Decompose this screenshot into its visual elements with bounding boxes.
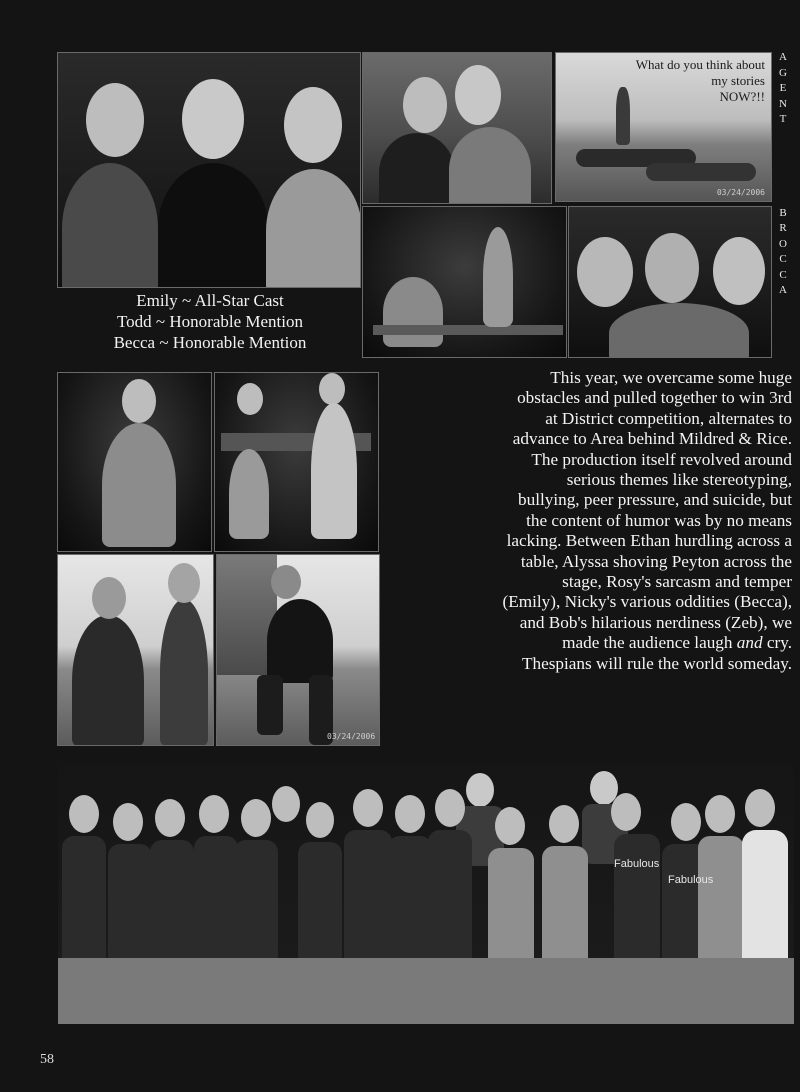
vertical-letter: A (779, 284, 787, 296)
story-line: made the audience laugh and cry. (562, 633, 792, 653)
photo-outdoor-group (555, 52, 772, 202)
photo-date-stamp: 03/24/2006 (716, 188, 765, 197)
caption-line: Becca ~ Honorable Mention (113, 333, 307, 352)
story-line: the content of humor was by no means (526, 510, 792, 530)
vertical-letter: C (779, 253, 787, 265)
photo-man-in-suit (57, 372, 212, 552)
photo-stage-scene (362, 206, 567, 358)
story-line: serious themes like stereotyping, (566, 470, 792, 490)
photo-award-winners (57, 52, 361, 288)
page-number: 58 (40, 1052, 54, 1067)
vertical-letter: T (779, 113, 787, 125)
vertical-letter: O (779, 237, 787, 250)
story-line: stage, Rosy's sarcasm and temper (562, 572, 792, 592)
vertical-letter: C (779, 268, 787, 281)
story-line: table, Alyssa shoving Peyton across the (520, 551, 792, 571)
photo-cast-group (58, 762, 794, 1024)
story-line: at District competition, alternates to (545, 408, 792, 428)
vertical-letter: B (779, 206, 787, 219)
shirt-text: Fabulous (614, 858, 660, 870)
vertical-letter: G (779, 66, 787, 79)
story-line: and Bob's hilarious nerdiness (Zeb), we (519, 612, 792, 632)
vertical-letter: N (779, 97, 787, 110)
photo-date-stamp: 03/24/2006 (327, 732, 376, 741)
vertical-letter: A (779, 51, 787, 63)
story-line: bullying, peer pressure, and suicide, but (518, 490, 792, 510)
vertical-letter: R (779, 222, 787, 234)
story-line: This year, we overcame some huge (550, 368, 792, 387)
vertical-letter: E (779, 82, 787, 94)
photo-three-girls (568, 206, 772, 358)
story-line: lacking. Between Ethan hurdling across a (506, 531, 792, 551)
photo-girls-outside (57, 554, 214, 746)
photo-table-scene (214, 372, 379, 552)
photo-two-girls (362, 52, 552, 204)
caption-line: Todd ~ Honorable Mention (116, 312, 303, 331)
story-line: Thespians will rule the world someday. (521, 653, 792, 673)
story-line: advance to Area behind Mildred & Rice. (512, 429, 792, 449)
story-line: The production itself revolved around (531, 449, 792, 469)
caption-line: Emily ~ All-Star Cast (136, 291, 284, 310)
awards-caption (60, 290, 360, 353)
story-line: obstacles and pulled together to win 3rd (517, 388, 792, 408)
photo-boy-jumping (216, 554, 380, 746)
vertical-title (776, 50, 790, 299)
shirt-text: Fabulous (668, 874, 714, 886)
story-text (384, 368, 792, 674)
photo-quote: What do you think about my stories NOW?!! (635, 57, 765, 104)
story-line: (Emily), Nicky's various oddities (Becca), (502, 592, 792, 612)
cast-group-figures (58, 762, 794, 1024)
